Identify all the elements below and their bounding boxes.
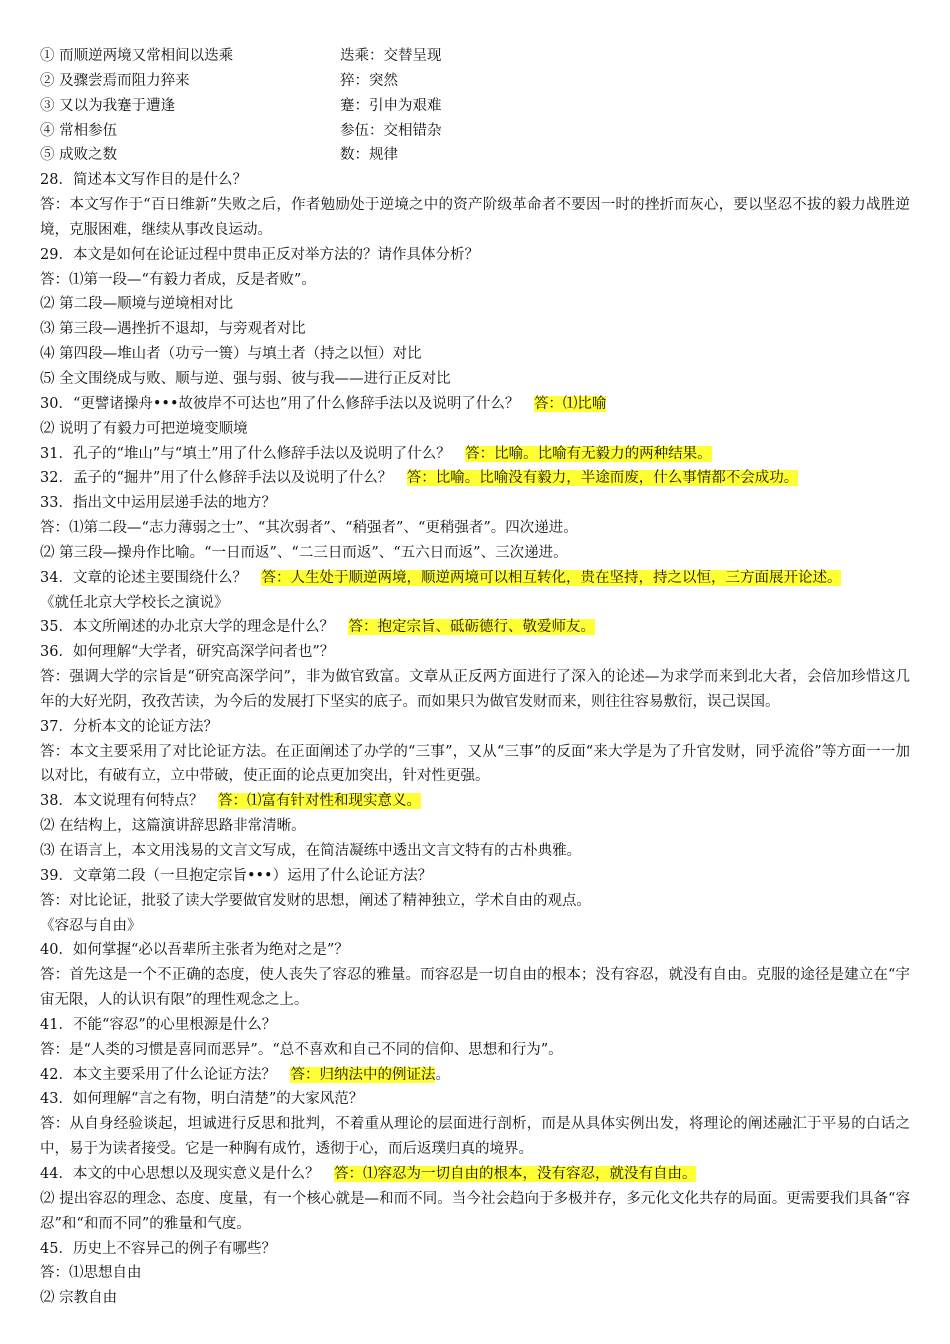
line-text: ⑵ 第三段—操舟作比喻。“一日而返”、“二三日而返”、“五六日而返”、三次递进。 [40,544,568,561]
paragraph [40,665,910,715]
gloss-note: 迭乘：交替呈现 [340,48,442,64]
text-line [40,864,910,889]
line-text: ⑵ 提出容忍的理念、态度、度量，有一个核心就是—和而不同。当今社会趋向于多极并存，多元化文化共存的局面。更需要我们具备“容忍”和“和而不同”的雅量和气度。 [40,1190,910,1232]
text-line [40,491,910,516]
line-text: 28．简述本文写作目的是什么？ [40,172,247,189]
highlighted-answer: 答：⑴富有针对性和现实意义。 [217,793,421,810]
text-line [40,914,910,939]
text-line [40,1162,910,1187]
trailing-punctuation: 。 [435,1066,450,1083]
qa-content [40,168,910,1311]
line-text: 答：本文主要采用了对比论证方法。在正面阐述了办学的“三事”，又从“三事”的反面“来大学是为了升官发财，同乎流俗”等方面一一加以对比，有破有立，立中带破，使正面的论点更加突出，针对性更强。 [40,743,910,785]
highlighted-answer: 答：比喻。比喻有无毅力的两种结果。 [465,445,712,462]
line-text: 答：对比论证，批驳了读大学要做官发财的思想，阐述了精神独立，学术自由的观点。 [40,892,591,909]
gloss-note: 参伍：交相错杂 [340,122,442,139]
line-text: 答：首先这是一个不正确的态度，使人丧失了容忍的雅量。而容忍是一切自由的根本；没有容忍，就没有自由。克服的途径是建立在“宇宙无限，人的认识有限”的理性观念之上。 [40,967,910,1009]
paragraph [40,193,910,243]
text-line [40,243,910,268]
line-text: 42．本文主要采用了什么论证方法？ [40,1066,276,1083]
gloss-row [40,44,910,69]
gloss-row [40,119,910,144]
text-line [40,317,910,342]
gloss-term: ② 及骤尝焉而阻力猝来 [40,72,190,89]
line-text: 32．孟子的“掘井”用了什么修辞手法以及说明了什么？ [40,470,393,487]
gloss-note: 蹇：引申为艰难 [340,97,442,114]
text-line [40,789,910,814]
line-text: ⑷ 第四段—堆山者（功亏一篑）与填土者（持之以恒）对比 [40,346,422,363]
text-line [40,889,910,914]
line-text: 31．孔子的“堆山”与“填土”用了什么修辞手法以及说明了什么？ [40,445,451,462]
paragraph [40,740,910,790]
text-line [40,1038,910,1063]
line-text: 34．文章的论述主要围绕什么？ [40,569,247,586]
text-line [40,839,910,864]
highlighted-answer: 答：比喻。比喻没有毅力，半途而废，什么事情都不会成功。 [406,470,799,487]
text-line [40,591,910,616]
text-line [40,615,910,640]
line-text: 38．本文说理有何特点？ [40,793,204,810]
line-text: 45．历史上不容异己的例子有哪些？ [40,1240,276,1257]
line-text: ⑵ 宗教自由 [40,1290,118,1307]
highlighted-answer: 答：抱定宗旨、砥砺德行、敬爱师友。 [348,619,595,636]
gloss-term: ⑤ 成败之数 [40,147,118,164]
text-line [40,715,910,740]
text-line [40,1237,910,1262]
text-line [40,466,910,491]
line-text: 39．文章第二段（一旦抱定宗旨•••）运用了什么论证方法？ [40,867,433,884]
line-text: 《容忍与自由》 [40,917,142,934]
line-text: 答：⑴第二段—“志力薄弱之士”、“其次弱者”、“稍强者”、“更稍强者”。四次递进。 [40,520,578,537]
text-line [40,1286,910,1311]
text-line [40,566,910,591]
highlighted-answer: 答：归纳法中的例证法 [290,1066,436,1083]
gloss-note: 数：规律 [340,147,398,164]
line-text: 41．不能“容忍”的心里根源是什么？ [40,1016,277,1033]
line-text: 答：是“人类的习惯是喜同而恶异”。“总不喜欢和自己不同的信仰、思想和行为”。 [40,1041,563,1058]
text-line [40,367,910,392]
line-text: ⑵ 在结构上，这篇演讲辞思路非常清晰。 [40,818,306,835]
gloss-row [40,94,910,119]
line-text: 29．本文是如何在论证过程中贯串正反对举方法的？请作具体分析？ [40,246,479,263]
text-line [40,1261,910,1286]
text-line [40,516,910,541]
line-text: ⑵ 第二段—顺境与逆境相对比 [40,296,234,313]
line-text: ⑸ 全文围绕成与败、顺与逆、强与弱、彼与我——进行正反对比 [40,370,451,387]
text-line [40,541,910,566]
line-text: 答：⑴第一段—“有毅力者成，反是者败”。 [40,271,316,288]
line-text: 答：⑴思想自由 [40,1265,142,1282]
line-text: 答：强调大学的宗旨是“研究高深学问”，非为做官致富。文章从正反两方面进行了深入的论述—为求学而来到北大者，会倍加珍惜这几年的大好光阴，孜孜苦读，为今后的发展打下坚实的底子。而如果只为做官发财而来，则往往容易敷衍，误己误国。 [40,669,910,710]
line-text: 答：本文写作于“百日维新”失败之后，作者勉励处于逆境之中的资产阶级革命者不要因一时的挫折而灰心，要以坚忍不拔的毅力战胜逆境，克服困难，继续从事改良运动。 [40,197,910,238]
line-text: 答：从自身经验谈起，坦诚进行反思和批判，不着重从理论的层面进行剖析，而是从具体实例出发，将理论的阐述融汇于平易的白话之中，易于为读者接受。它是一种胸有成竹，透彻于心，而后返璞归真的境界。 [40,1116,910,1158]
line-text: 36．如何理解“大学者，研究高深学问者也”？ [40,644,335,661]
highlighted-answer: 答：人生处于顺逆两境，顺逆两境可以相互转化，贵在坚持，持之以恒，三方面展开论述。 [261,569,842,586]
text-line [40,442,910,467]
line-text: 30．“更譬诸操舟•••故彼岸不可达也”用了什么修辞手法以及说明了什么？ [40,395,520,412]
gloss-term: ① 而顺逆两境又常相间以迭乘 [40,48,234,64]
line-text: 33．指出文中运用层递手法的地方？ [40,495,276,512]
line-text: ⑶ 第三段—遇挫折不退却，与旁观者对比 [40,321,306,338]
highlighted-answer: 答：⑴容忍为一切自由的根本，没有容忍，就没有自由。 [333,1165,697,1182]
paragraph [40,963,910,1013]
document-page [40,44,910,1311]
line-text: 37．分析本文的论证方法？ [40,718,218,735]
text-line [40,342,910,367]
text-line [40,814,910,839]
paragraph [40,1112,910,1162]
text-line [40,1063,910,1088]
highlighted-answer: 答：⑴比喻 [533,395,607,412]
line-text: 40．如何掌握“必以吾辈所主张者为绝对之是”？ [40,942,349,959]
line-text: 43．如何理解“言之有物，明白清楚”的大家风范？ [40,1091,364,1108]
line-text: ⑶ 在语言上，本文用浅易的文言文写成，在简洁凝练中透出文言文特有的古朴典雅。 [40,843,582,859]
text-line [40,1013,910,1038]
text-line [40,1087,910,1112]
vocabulary-gloss-list [40,44,910,168]
line-text: 《就任北京大学校长之演说》 [40,594,229,611]
text-line [40,938,910,963]
text-line [40,168,910,193]
text-line [40,392,910,417]
line-text: 35．本文所阐述的办北京大学的理念是什么？ [40,619,334,636]
text-line [40,417,910,442]
text-line [40,268,910,293]
gloss-term: ③ 又以为我蹇于遭逢 [40,97,176,114]
gloss-row [40,69,910,94]
line-text: 44．本文的中心思想以及现实意义是什么？ [40,1165,320,1182]
paragraph [40,1187,910,1237]
gloss-note: 猝：突然 [340,72,398,89]
gloss-row [40,143,910,168]
gloss-term: ④ 常相参伍 [40,122,118,139]
line-text: ⑵ 说明了有毅力可把逆境变顺境 [40,420,248,437]
text-line [40,292,910,317]
text-line [40,640,910,665]
